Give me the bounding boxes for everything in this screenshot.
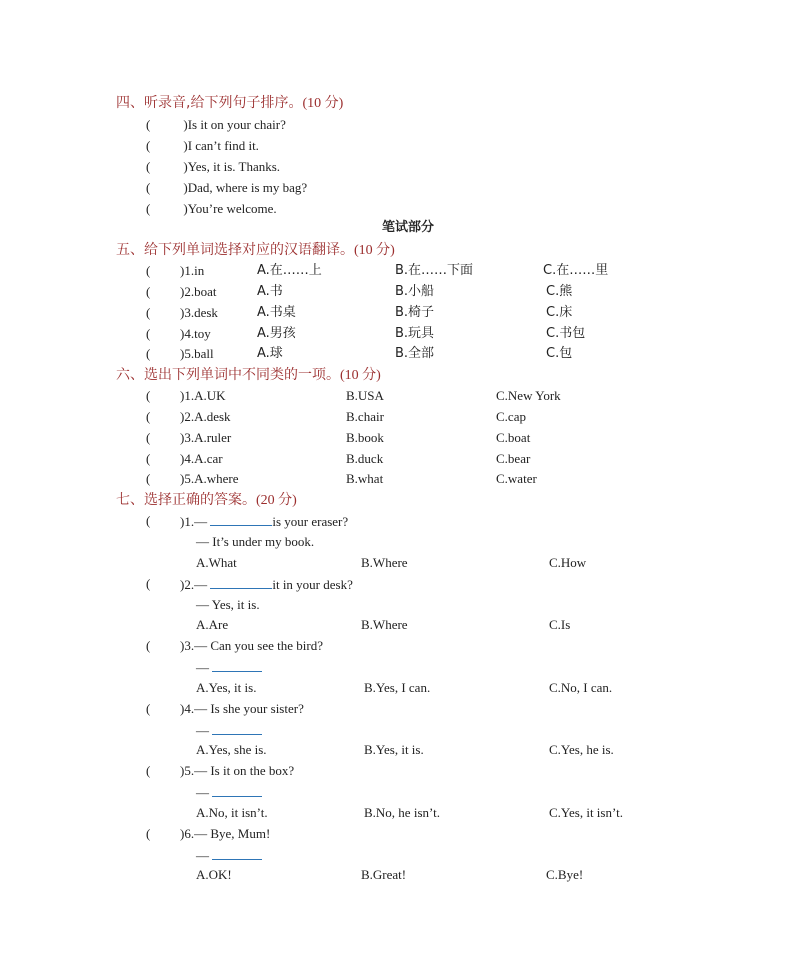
- option-a: A.书: [257, 284, 283, 299]
- question-option-a: )4.A.car: [180, 451, 223, 466]
- section7-heading: [116, 492, 297, 509]
- question-line: )2.— it in your desk?: [180, 577, 353, 592]
- option-b: B.duck: [346, 451, 384, 466]
- blank-paren[interactable]: (: [146, 180, 151, 195]
- option-b: B.book: [346, 430, 384, 445]
- option-a: A.No, it isn’t.: [196, 805, 268, 820]
- option-b: B.椅子: [395, 305, 435, 320]
- section4-heading: [116, 95, 343, 112]
- list-item: ( )Dad, where is my bag?: [146, 180, 308, 195]
- option-b: B.Where: [361, 555, 408, 570]
- paren-open[interactable]: (: [146, 430, 151, 445]
- blank-paren[interactable]: (: [146, 138, 151, 153]
- option-a: A.书桌: [257, 305, 296, 320]
- option-c: C.包: [546, 346, 573, 361]
- section5-title: 五、给下列单词选择对应的汉语翻译。: [116, 242, 354, 258]
- section7-title: 七、选择正确的答案。: [116, 492, 256, 508]
- paren-open[interactable]: (: [146, 471, 151, 486]
- option-b: B.USA: [346, 388, 384, 403]
- list-item: ( )You’re welcome.: [146, 201, 277, 216]
- paren-open[interactable]: (: [146, 763, 151, 778]
- response-line: —: [196, 847, 262, 864]
- option-c: C.Bye!: [546, 867, 584, 882]
- blank-paren[interactable]: (: [146, 201, 151, 216]
- paren-open[interactable]: (: [146, 346, 151, 361]
- option-c: C.New York: [496, 388, 561, 403]
- response-line: —: [196, 784, 262, 801]
- answer-blank[interactable]: [212, 784, 262, 797]
- response-line: —: [196, 659, 262, 676]
- option-c: C.Yes, he is.: [549, 742, 614, 757]
- blank-paren[interactable]: (: [146, 117, 151, 132]
- answer-blank[interactable]: [212, 847, 262, 860]
- option-c: C.书包: [546, 326, 586, 341]
- paren-open[interactable]: (: [146, 388, 151, 403]
- section6-title: 六、选出下列单词中不同类的一项。: [116, 367, 340, 383]
- option-a: A.Yes, it is.: [196, 680, 257, 695]
- option-c: C.bear: [496, 451, 531, 466]
- option-a: A.男孩: [257, 326, 296, 341]
- list-item: ( )Is it on your chair?: [146, 117, 286, 132]
- written-part-title: 笔试部分: [382, 220, 435, 235]
- question-line: )6.— Bye, Mum!: [180, 826, 271, 841]
- section5-points: (10 分): [354, 243, 395, 258]
- answer-blank[interactable]: [212, 722, 262, 735]
- option-b: B.Where: [361, 617, 408, 632]
- option-c: C.Yes, it isn’t.: [549, 805, 623, 820]
- response-line: — Yes, it is.: [196, 597, 260, 612]
- question-word: )5.ball: [180, 346, 214, 361]
- question-option-a: )1.A.UK: [180, 388, 226, 403]
- paren-open[interactable]: (: [146, 305, 151, 320]
- option-b: B.Yes, I can.: [364, 680, 431, 695]
- option-a: A.球: [257, 346, 283, 361]
- paren-open[interactable]: (: [146, 576, 151, 591]
- option-c: C.How: [549, 555, 587, 570]
- option-b: B.小船: [395, 284, 435, 299]
- question-word: )2.boat: [180, 284, 217, 299]
- question-word: )4.toy: [180, 326, 211, 341]
- response-line: — It’s under my book.: [196, 534, 315, 549]
- option-c: C.床: [546, 305, 573, 320]
- option-c: C.boat: [496, 430, 531, 445]
- option-a: A.Yes, she is.: [196, 742, 267, 757]
- option-b: B.No, he isn’t.: [364, 805, 440, 820]
- section4-points: (10 分): [302, 96, 344, 111]
- response-line: —: [196, 722, 262, 739]
- paren-open[interactable]: (: [146, 826, 151, 841]
- option-a: A.在……上: [257, 263, 322, 278]
- paren-open[interactable]: (: [146, 326, 151, 341]
- question-line: )1.— is your eraser?: [180, 514, 349, 529]
- option-c: C.熊: [546, 284, 573, 299]
- option-b: B.玩具: [395, 326, 435, 341]
- section5-heading: [116, 242, 395, 259]
- question-word: )3.desk: [180, 305, 218, 320]
- option-b: B.chair: [346, 409, 384, 424]
- option-a: A.Are: [196, 617, 229, 632]
- question-line: )4.— Is she your sister?: [180, 701, 304, 716]
- section6-heading: [116, 367, 381, 384]
- option-a: A.What: [196, 555, 237, 570]
- paren-open[interactable]: (: [146, 638, 151, 653]
- option-a: A.OK!: [196, 867, 232, 882]
- section6-points: (10 分): [340, 368, 381, 383]
- paren-open[interactable]: (: [146, 409, 151, 424]
- option-b: B.全部: [395, 346, 435, 361]
- section7-points: (20 分): [256, 493, 297, 508]
- question-option-a: )2.A.desk: [180, 409, 231, 424]
- question-option-a: )5.A.where: [180, 471, 239, 486]
- option-c: C.在……里: [543, 263, 609, 278]
- blank-paren[interactable]: (: [146, 159, 151, 174]
- option-b: B.在……下面: [395, 263, 474, 278]
- paren-open[interactable]: (: [146, 701, 151, 716]
- option-b: B.Great!: [361, 867, 407, 882]
- list-item: ( )I can’t find it.: [146, 138, 259, 153]
- paren-open[interactable]: (: [146, 451, 151, 466]
- option-b: B.Yes, it is.: [364, 742, 424, 757]
- section4-title: 四、听录音,给下列句子排序。: [116, 95, 303, 111]
- option-b: B.what: [346, 471, 384, 486]
- option-c: C.water: [496, 471, 537, 486]
- option-c: C.No, I can.: [549, 680, 613, 695]
- question-line: )5.— Is it on the box?: [180, 763, 295, 778]
- option-c: C.cap: [496, 409, 526, 424]
- paren-open[interactable]: (: [146, 263, 151, 278]
- question-line: )3.— Can you see the bird?: [180, 638, 323, 653]
- list-item: ( )Yes, it is. Thanks.: [146, 159, 281, 174]
- paren-open[interactable]: (: [146, 284, 151, 299]
- answer-blank[interactable]: [210, 513, 272, 526]
- answer-blank[interactable]: [212, 659, 262, 672]
- question-option-a: )3.A.ruler: [180, 430, 232, 445]
- paren-open[interactable]: (: [146, 513, 151, 528]
- answer-blank[interactable]: [210, 576, 272, 589]
- option-c: C.Is: [549, 617, 571, 632]
- question-word: )1.in: [180, 263, 205, 278]
